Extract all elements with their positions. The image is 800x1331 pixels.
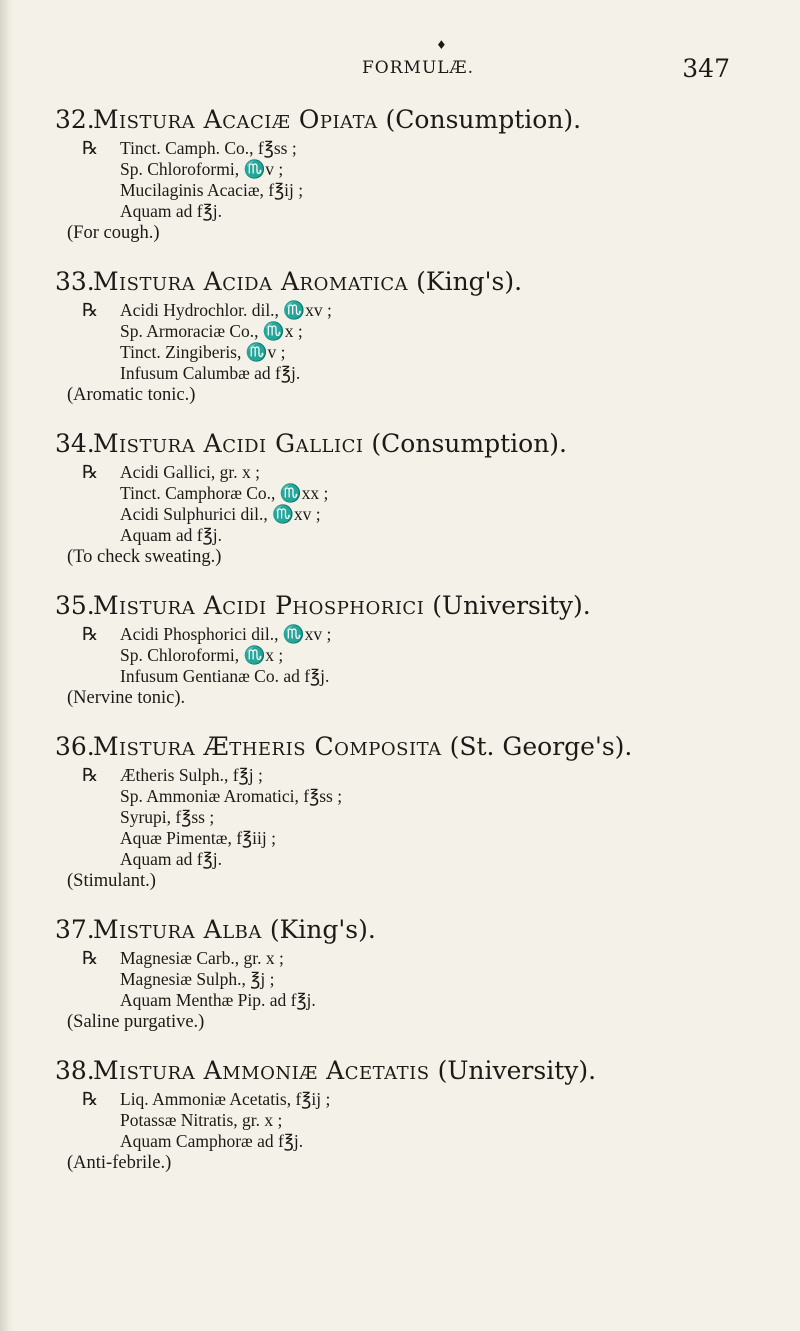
formula-note: (For cough.) — [67, 223, 160, 243]
formula-source: (King's). — [416, 267, 523, 296]
formula-number: 32. — [55, 105, 95, 134]
formula-list — [55, 104, 775, 1196]
formula-note: (Nervine tonic). — [67, 688, 186, 708]
recipe-symbol: ℞ — [82, 948, 99, 968]
formula-number: 38. — [55, 1056, 95, 1085]
formula-source: (Consumption). — [385, 105, 582, 134]
formula-heading — [55, 266, 775, 298]
formula-note: (To check sweating.) — [67, 547, 222, 567]
formula-source: (Consumption). — [371, 429, 567, 458]
formula-note: (Aromatic tonic.) — [67, 385, 196, 405]
ingredient-line: ℞ Acidi Hydrochlor. dil., ♏xv ; — [82, 300, 332, 320]
formula-number: 34. — [55, 429, 95, 458]
ingredient-list — [82, 624, 775, 687]
formula-heading — [55, 1055, 775, 1087]
ingredient-list — [82, 300, 775, 384]
ingredient-list — [82, 462, 775, 546]
ingredient-line: Aquam ad f℥j. — [120, 201, 222, 221]
formula-source: (University). — [432, 591, 591, 620]
ingredient-line: ℞ Acidi Phosphorici dil., ♏xv ; — [82, 624, 332, 644]
recipe-symbol: ℞ — [82, 300, 99, 320]
ingredient-line: Tinct. Zingiberis, ♏v ; — [120, 342, 286, 362]
printer-mark: ♦ — [436, 38, 447, 52]
ingredient-line: Tinct. Camphoræ Co., ♏xx ; — [120, 483, 329, 503]
ingredient-line: Sp. Chloroformi, ♏v ; — [120, 159, 284, 179]
recipe-symbol: ℞ — [82, 624, 99, 644]
ingredient-line: Infusum Gentianæ Co. ad f℥j. — [120, 666, 330, 686]
formula-name: Mistura Ammoniæ Acetatis — [92, 1056, 430, 1085]
ingredient-line: Sp. Chloroformi, ♏x ; — [120, 645, 284, 665]
formula-source: (University). — [437, 1056, 597, 1085]
recipe-symbol: ℞ — [82, 138, 99, 158]
page-number: 347 — [682, 54, 730, 83]
ingredient-line: ℞ Magnesiæ Carb., gr. x ; — [82, 948, 284, 968]
formula-name: Mistura Acidi Phosphorici — [92, 591, 425, 620]
formula-name: Mistura Acida Aromatica — [92, 267, 409, 296]
ingredient-line: Potassæ Nitratis, gr. x ; — [120, 1110, 283, 1130]
formula-heading — [55, 731, 775, 763]
ingredient-line: ℞ Ætheris Sulph., f℥j ; — [82, 765, 263, 785]
formula-note: (Saline purgative.) — [67, 1012, 205, 1032]
formula-34 — [55, 428, 775, 568]
ingredient-line: Infusum Calumbæ ad f℥j. — [120, 363, 301, 383]
formula-32 — [55, 104, 775, 244]
ingredient-line: ℞ Tinct. Camph. Co., f℥ss ; — [82, 138, 297, 158]
ingredient-line: Syrupi, f℥ss ; — [120, 807, 215, 827]
formula-note: (Stimulant.) — [67, 871, 156, 891]
ingredient-line: ℞ Acidi Gallici, gr. x ; — [82, 462, 260, 482]
formula-name: Mistura Acaciæ Opiata — [92, 105, 378, 134]
ingredient-list — [82, 1089, 775, 1152]
formula-number: 36. — [55, 732, 95, 761]
formula-35 — [55, 590, 775, 709]
formula-number: 35. — [55, 591, 95, 620]
formula-name: Mistura Acidi Gallici — [92, 429, 364, 458]
ingredient-line: Aquam ad f℥j. — [120, 525, 222, 545]
formula-number: 33. — [55, 267, 95, 296]
ingredient-line: Acidi Sulphurici dil., ♏xv ; — [120, 504, 321, 524]
ingredient-line: ℞ Liq. Ammoniæ Acetatis, f℥ij ; — [82, 1089, 331, 1109]
running-title: FORMULÆ. — [362, 58, 474, 78]
formula-name: Mistura Alba — [92, 915, 262, 944]
formula-number: 37. — [55, 915, 95, 944]
ingredient-line: Aquam Camphoræ ad f℥j. — [120, 1131, 304, 1151]
ingredient-line: Magnesiæ Sulph., ℥j ; — [120, 969, 275, 989]
formula-36 — [55, 731, 775, 892]
formula-name: Mistura Ætheris Composita — [92, 732, 442, 761]
page-header — [0, 38, 800, 88]
formula-note: (Anti-febrile.) — [67, 1153, 172, 1173]
page-edge — [0, 0, 14, 1331]
formula-38 — [55, 1055, 775, 1174]
formula-heading — [55, 428, 775, 460]
formula-heading — [55, 914, 775, 946]
ingredient-line: Aquæ Pimentæ, f℥iij ; — [120, 828, 276, 848]
ingredient-line: Aquam Menthæ Pip. ad f℥j. — [120, 990, 316, 1010]
ingredient-line: Sp. Armoraciæ Co., ♏x ; — [120, 321, 303, 341]
ingredient-list — [82, 765, 775, 870]
formula-heading — [55, 590, 775, 622]
recipe-symbol: ℞ — [82, 765, 99, 785]
recipe-symbol: ℞ — [82, 462, 99, 482]
ingredient-line: Sp. Ammoniæ Aromatici, f℥ss ; — [120, 786, 343, 806]
ingredient-line: Aquam ad f℥j. — [120, 849, 222, 869]
recipe-symbol: ℞ — [82, 1089, 99, 1109]
formula-37 — [55, 914, 775, 1033]
ingredient-line: Mucilaginis Acaciæ, f℥ij ; — [120, 180, 304, 200]
ingredient-list — [82, 948, 775, 1011]
formula-source: (King's). — [269, 915, 376, 944]
formula-heading — [55, 104, 775, 136]
ingredient-list — [82, 138, 775, 222]
formula-33 — [55, 266, 775, 406]
formula-source: (St. George's). — [449, 732, 633, 761]
